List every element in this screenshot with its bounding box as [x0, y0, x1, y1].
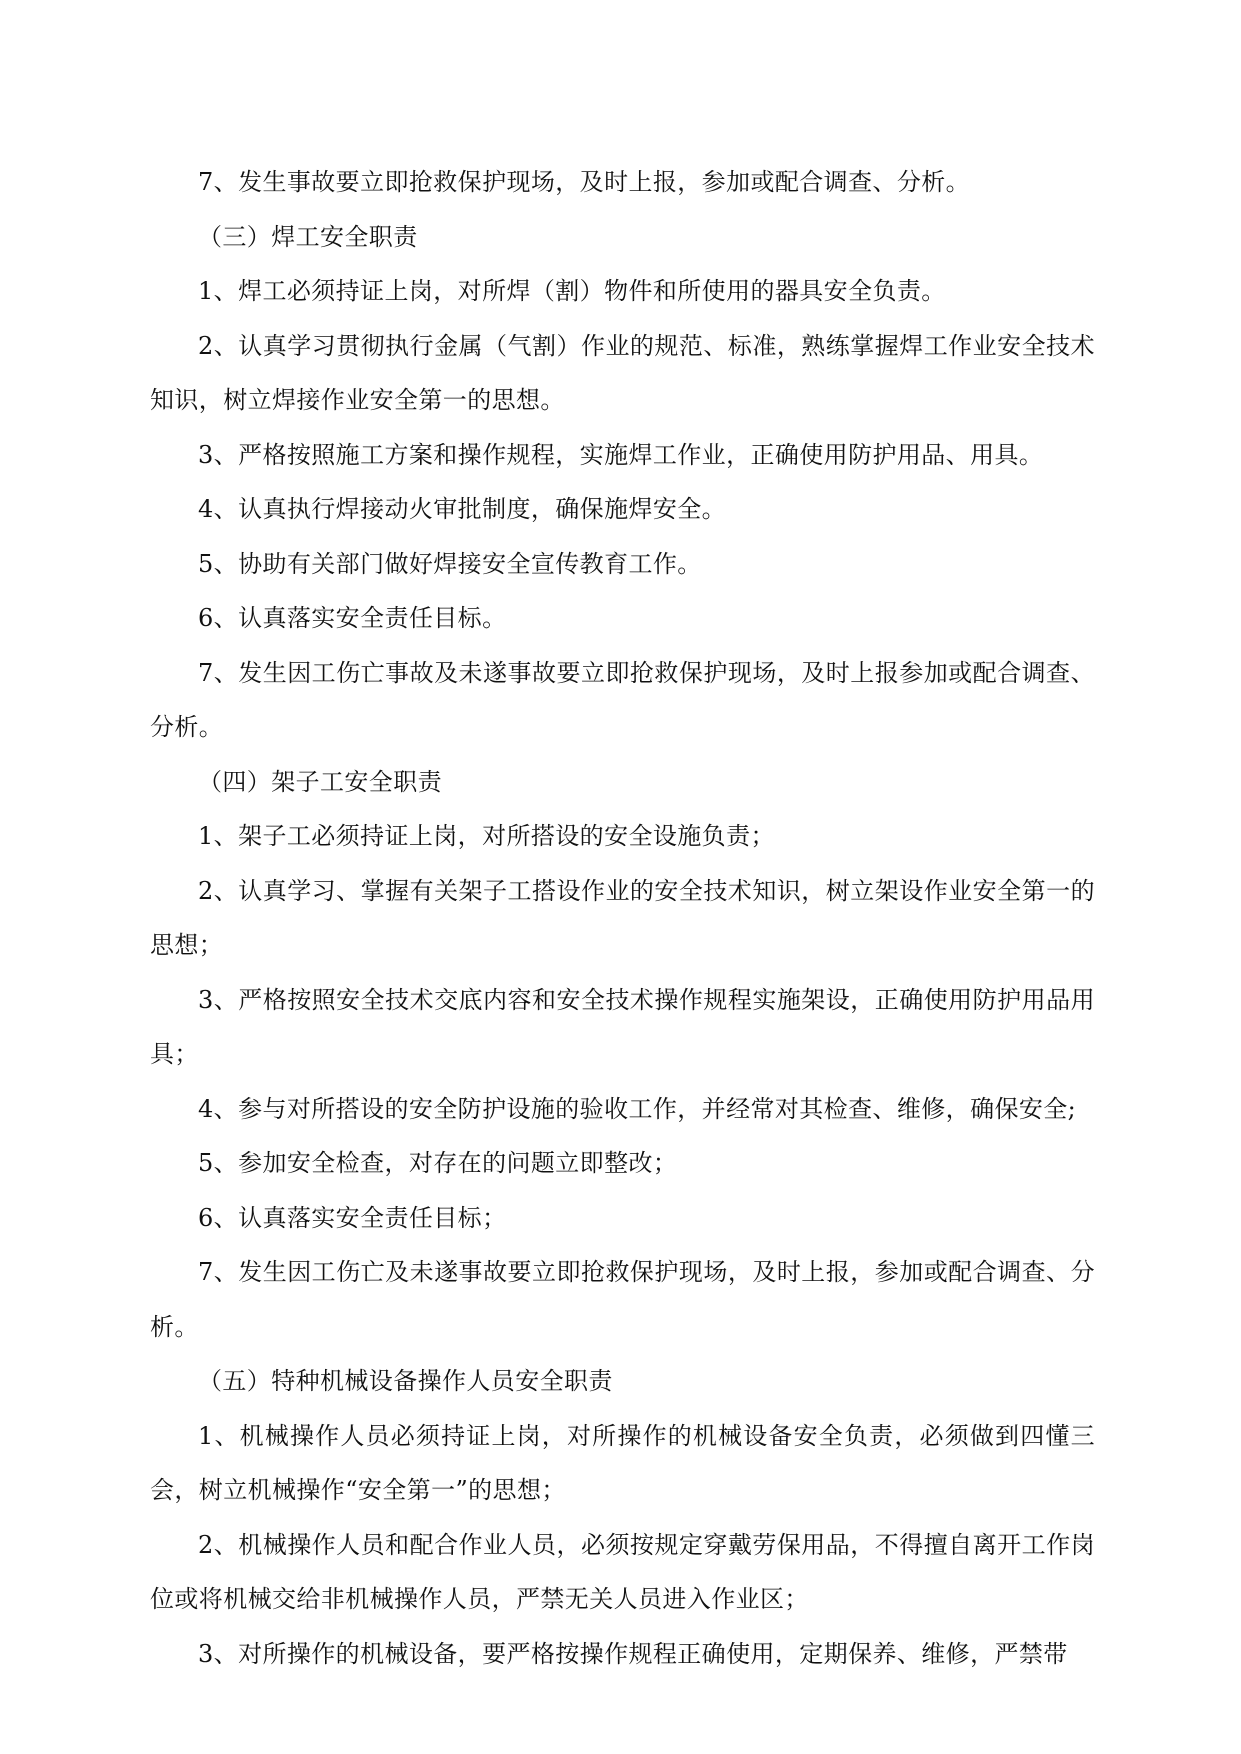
paragraph-scaffolder-2: 2、认真学习、掌握有关架子工搭设作业的安全技术知识，树立架设作业安全第一的思想；	[150, 876, 1095, 959]
document-body	[150, 155, 1095, 1681]
paragraph-scaffolder-6: 6、认真落实安全责任目标；	[198, 1203, 507, 1232]
paragraph-welder-4: 4、认真执行焊接动火审批制度，确保施焊安全。	[198, 495, 727, 523]
paragraph-welder-7: 7、发生因工伤亡事故及未遂事故要立即抢救保护现场，及时上报参加或配合调查、分析。	[150, 658, 1095, 741]
section-heading-machinery-operator: （五）特种机械设备操作人员安全职责	[198, 1367, 613, 1395]
section-heading-scaffolder: （四）架子工安全职责	[198, 767, 442, 796]
paragraph-welder-6: 6、认真落实安全责任目标。	[198, 604, 507, 632]
paragraph-scaffolder-4: 4、参与对所搭设的安全防护设施的验收工作，并经常对其检查、维修，确保安全;	[198, 1094, 1077, 1123]
paragraph-scaffolder-7: 7、发生因工伤亡及未遂事故要立即抢救保护现场，及时上报，参加或配合调查、分析。	[150, 1258, 1095, 1341]
paragraph-scaffolder-5: 5、参加安全检查，对存在的问题立即整改；	[198, 1149, 678, 1177]
paragraph-machinery-2: 2、机械操作人员和配合作业人员，必须按规定穿戴劳保用品，不得擅自离开工作岗位或将机械交给非机械操作人员，严禁无关人员进入作业区；	[150, 1530, 1095, 1613]
paragraph-welder-3: 3、严格按照施工方案和操作规程，实施焊工作业，正确使用防护用品、用具。	[198, 440, 1044, 469]
paragraph-scaffolder-3: 3、严格按照安全技术交底内容和安全技术操作规程实施架设，正确使用防护用品用具；	[150, 985, 1095, 1068]
paragraph-machinery-1: 1、机械操作人员必须持证上岗，对所操作的机械设备安全负责，必须做到四懂三会，树立机械操作“安全第一”的思想；	[150, 1421, 1095, 1504]
paragraph-welder-2: 2、认真学习贯彻执行金属（气割）作业的规范、标准，熟练掌握焊工作业安全技术知识，树立焊接作业安全第一的思想。	[150, 331, 1095, 414]
paragraph-machinery-3: 3、对所操作的机械设备，要严格按操作规程正确使用，定期保养、维修，严禁带	[198, 1639, 1068, 1668]
paragraph-accident-report-7a: 7、发生事故要立即抢救保护现场，及时上报，参加或配合调查、分析。	[198, 168, 971, 196]
paragraph-welder-1: 1、焊工必须持证上岗，对所焊（割）物件和所使用的器具安全负责。	[198, 277, 946, 305]
section-heading-welder: （三）焊工安全职责	[198, 222, 418, 251]
paragraph-scaffolder-1: 1、架子工必须持证上岗，对所搭设的安全设施负责；	[198, 822, 775, 850]
paragraph-welder-5: 5、协助有关部门做好焊接安全宣传教育工作。	[198, 549, 702, 578]
